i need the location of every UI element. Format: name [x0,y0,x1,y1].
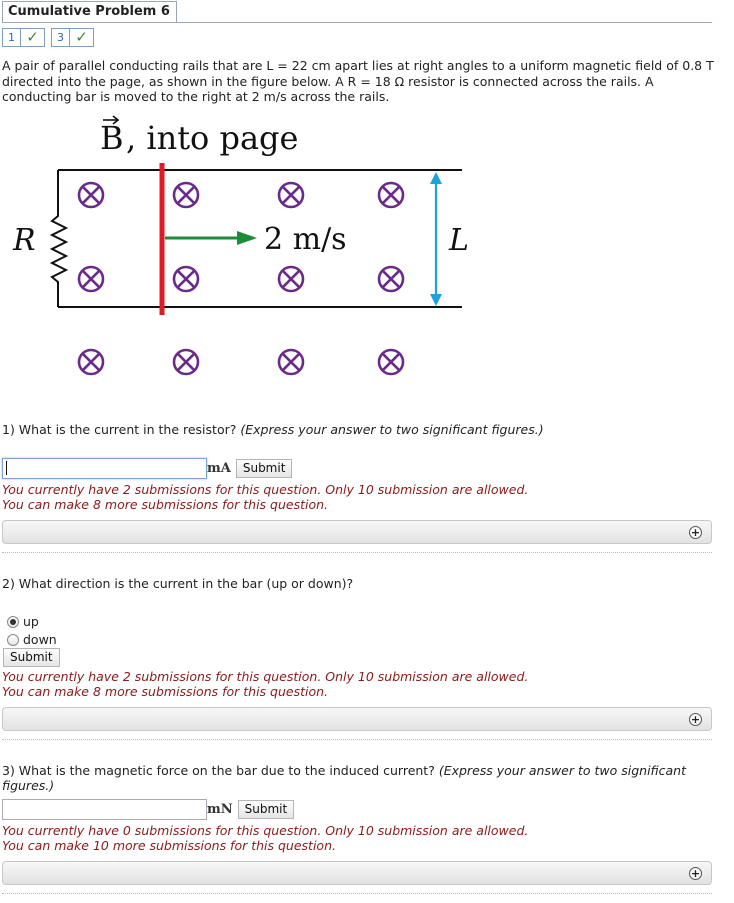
circle-x-icon [79,183,103,207]
divider [2,893,712,894]
question-3-submission-count: You currently have 0 submissions for this question. Only 10 submission are allowed. [2,823,529,838]
question-3-unit: mN [207,802,233,817]
option-down-label: down [23,632,57,647]
option-up-radio[interactable] [7,616,19,628]
part-3-link[interactable]: 3 [51,28,70,47]
question-3-hints-bar[interactable] [2,861,712,885]
circle-x-icon [379,350,403,374]
field-suffix: , into page [126,119,299,157]
question-2-remaining: You can make 8 more submissions for this question. [2,684,329,699]
text-caret [6,461,7,475]
question-2-submit-button[interactable]: Submit [3,648,60,667]
question-3-prompt: 3) What is the magnetic force on the bar due to the induced current? (Express your answer to two significant figures.) [2,763,686,793]
question-1-hints-bar[interactable] [2,520,712,544]
question-1-prompt: 1) What is the current in the resistor? (Express your answer to two significant figures.) [2,422,544,437]
question-1-answer-input[interactable] [2,458,207,479]
circle-x-icon [379,183,403,207]
circle-x-icon [174,183,198,207]
question-1-unit: mA [207,461,231,476]
question-2-submission-count: You currently have 2 submissions for this question. Only 10 submission are allowed. [2,669,529,684]
problem-title: Cumulative Problem 6 [8,4,170,19]
velocity-arrowhead [237,231,257,245]
circle-x-icon [79,267,103,291]
part-1-link[interactable]: 1 [2,28,21,47]
length-arrowhead-top [430,172,442,184]
question-3-submit-button[interactable]: Submit [238,800,295,819]
length-label: L [449,223,469,258]
velocity-label: 2 m/s [264,222,347,257]
problem-title-tab [2,1,177,23]
question-1-remaining: You can make 8 more submissions for this question. [2,497,329,512]
problem-statement: A pair of parallel conducting rails that are L = 22 cm apart lies at right angles to a uniform magnetic field of 0.8 T directed into the page, as shown in the figure below. A R = 18 Ω resistor is connected across the rails. A conducting bar is moved to the right at 2 m/s across the rails. [2,58,714,104]
circle-x-icon [174,350,198,374]
divider [2,552,712,553]
title-divider [2,22,712,23]
question-1-submission-count: You currently have 2 submissions for this question. Only 10 submission are allowed. [2,482,529,497]
rail-figure [0,108,520,393]
plus-circle-icon[interactable]: + [690,867,701,880]
plus-circle-icon[interactable]: + [690,713,701,726]
question-3-answer-row [2,799,294,820]
question-2-prompt: 2) What direction is the current in the bar (up or down)? [2,576,354,591]
question-2-hints-bar[interactable] [2,707,712,731]
question-1-answer-row [2,458,292,479]
resistor-label: R [13,223,36,258]
option-up[interactable] [7,614,39,629]
plus-circle-icon[interactable]: + [690,526,701,539]
option-up-label: up [23,614,39,629]
circle-x-icon [79,350,103,374]
parts-indicator [2,28,94,47]
circle-x-icon [379,267,403,291]
resistor [52,170,66,307]
field-symbol: B [100,119,124,157]
field-symbols [79,183,403,374]
field-title [100,116,298,157]
circle-x-icon [279,350,303,374]
question-1-submit-button[interactable]: Submit [236,459,293,478]
part-1-correct-icon: ✓ [21,28,45,47]
length-arrowhead-bottom [430,294,442,306]
circle-x-icon [279,183,303,207]
part-3-correct-icon: ✓ [70,28,94,47]
question-3-remaining: You can make 10 more submissions for this question. [2,838,336,853]
question-3-answer-input[interactable] [2,799,207,820]
circle-x-icon [279,267,303,291]
option-down-radio[interactable] [7,634,19,646]
option-down[interactable] [7,632,57,647]
circle-x-icon [174,267,198,291]
divider [2,739,712,740]
